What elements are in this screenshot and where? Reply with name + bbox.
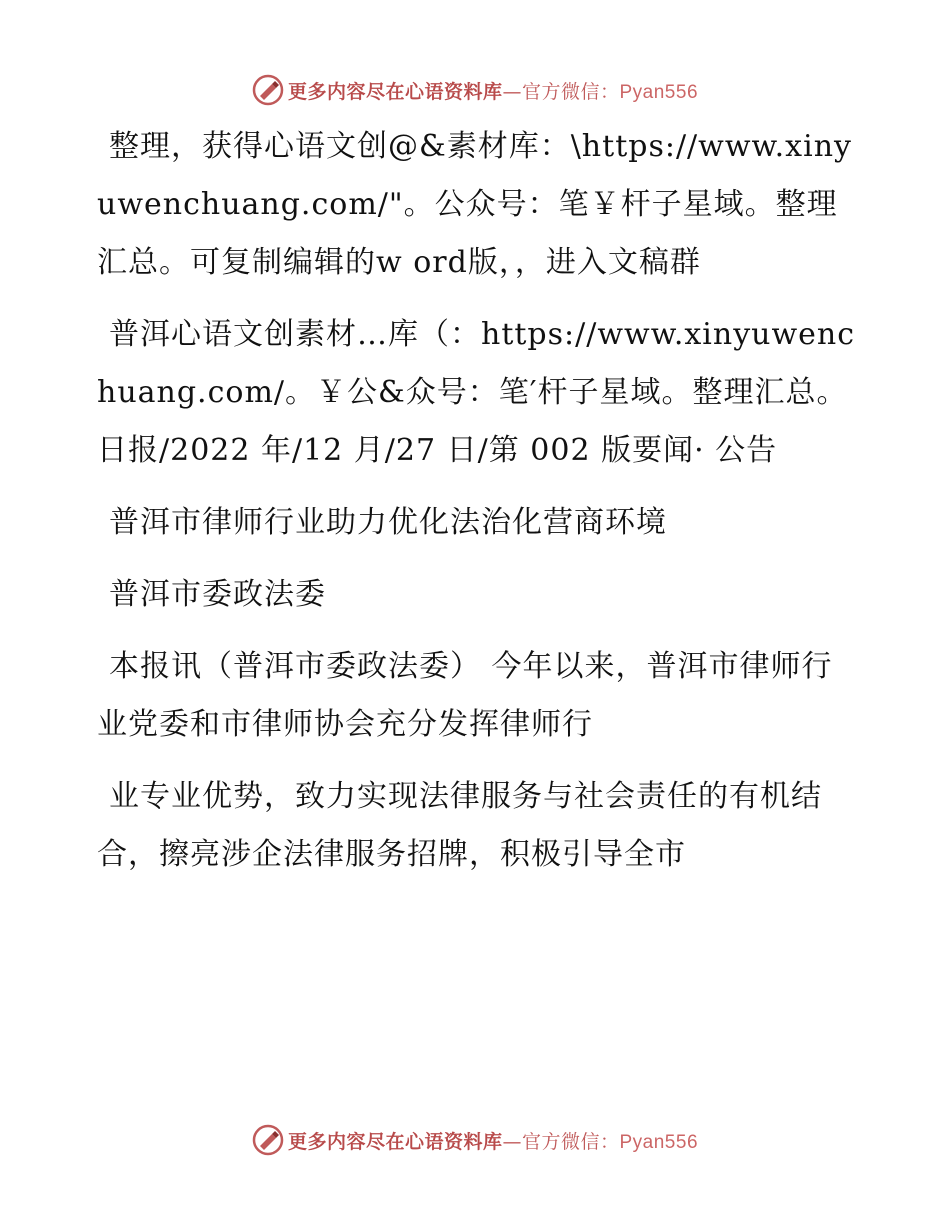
paragraph-2: 普洱心语文创素材…库（：https://www.xinyuwenchuang.com/。￥公&众号：笔′杆子星域。整理汇总。日报/2022 年/12 月/27 日/第 002 版要闻· 公告	[97, 317, 856, 468]
header-banner-text	[288, 77, 698, 104]
paragraph-1: 整理，获得心语文创@&素材库：\https://www.xinyuwenchuang.com/"。公众号：笔￥杆子星域。整理汇总。可复制编辑的w ord版，，进入文稿群	[97, 129, 852, 280]
byline: 普洱市委政法委	[109, 577, 326, 612]
footer-banner-sep: —	[502, 1130, 522, 1153]
footer-watermark-banner	[0, 1120, 950, 1160]
paragraph-body: 业专业优势，致力实现法律服务与社会责任的有机结合，擦亮涉企法律服务招牌，积极引导全市	[97, 779, 822, 872]
header-banner-sep: —	[502, 80, 522, 103]
logo-icon	[252, 1124, 284, 1156]
header-banner-main: 更多内容尽在心语资料库	[287, 80, 503, 103]
header-banner-handle: Pyan556	[619, 81, 699, 103]
logo-icon	[252, 74, 284, 106]
header-banner-tail: 官方微信：	[521, 80, 620, 103]
headline: 普洱市律师行业助力优化法治化营商环境	[109, 505, 667, 540]
header-watermark-banner	[0, 70, 950, 110]
paragraph-lead: 本报讯（普洱市委政法委） 今年以来，普洱市律师行业党委和市律师协会充分发挥律师行	[97, 649, 833, 742]
footer-banner-tail: 官方微信：	[521, 1130, 620, 1153]
footer-banner-text	[288, 1127, 698, 1154]
footer-banner-main: 更多内容尽在心语资料库	[287, 1130, 503, 1153]
footer-banner-handle: Pyan556	[619, 1131, 699, 1153]
document-body	[97, 118, 857, 898]
